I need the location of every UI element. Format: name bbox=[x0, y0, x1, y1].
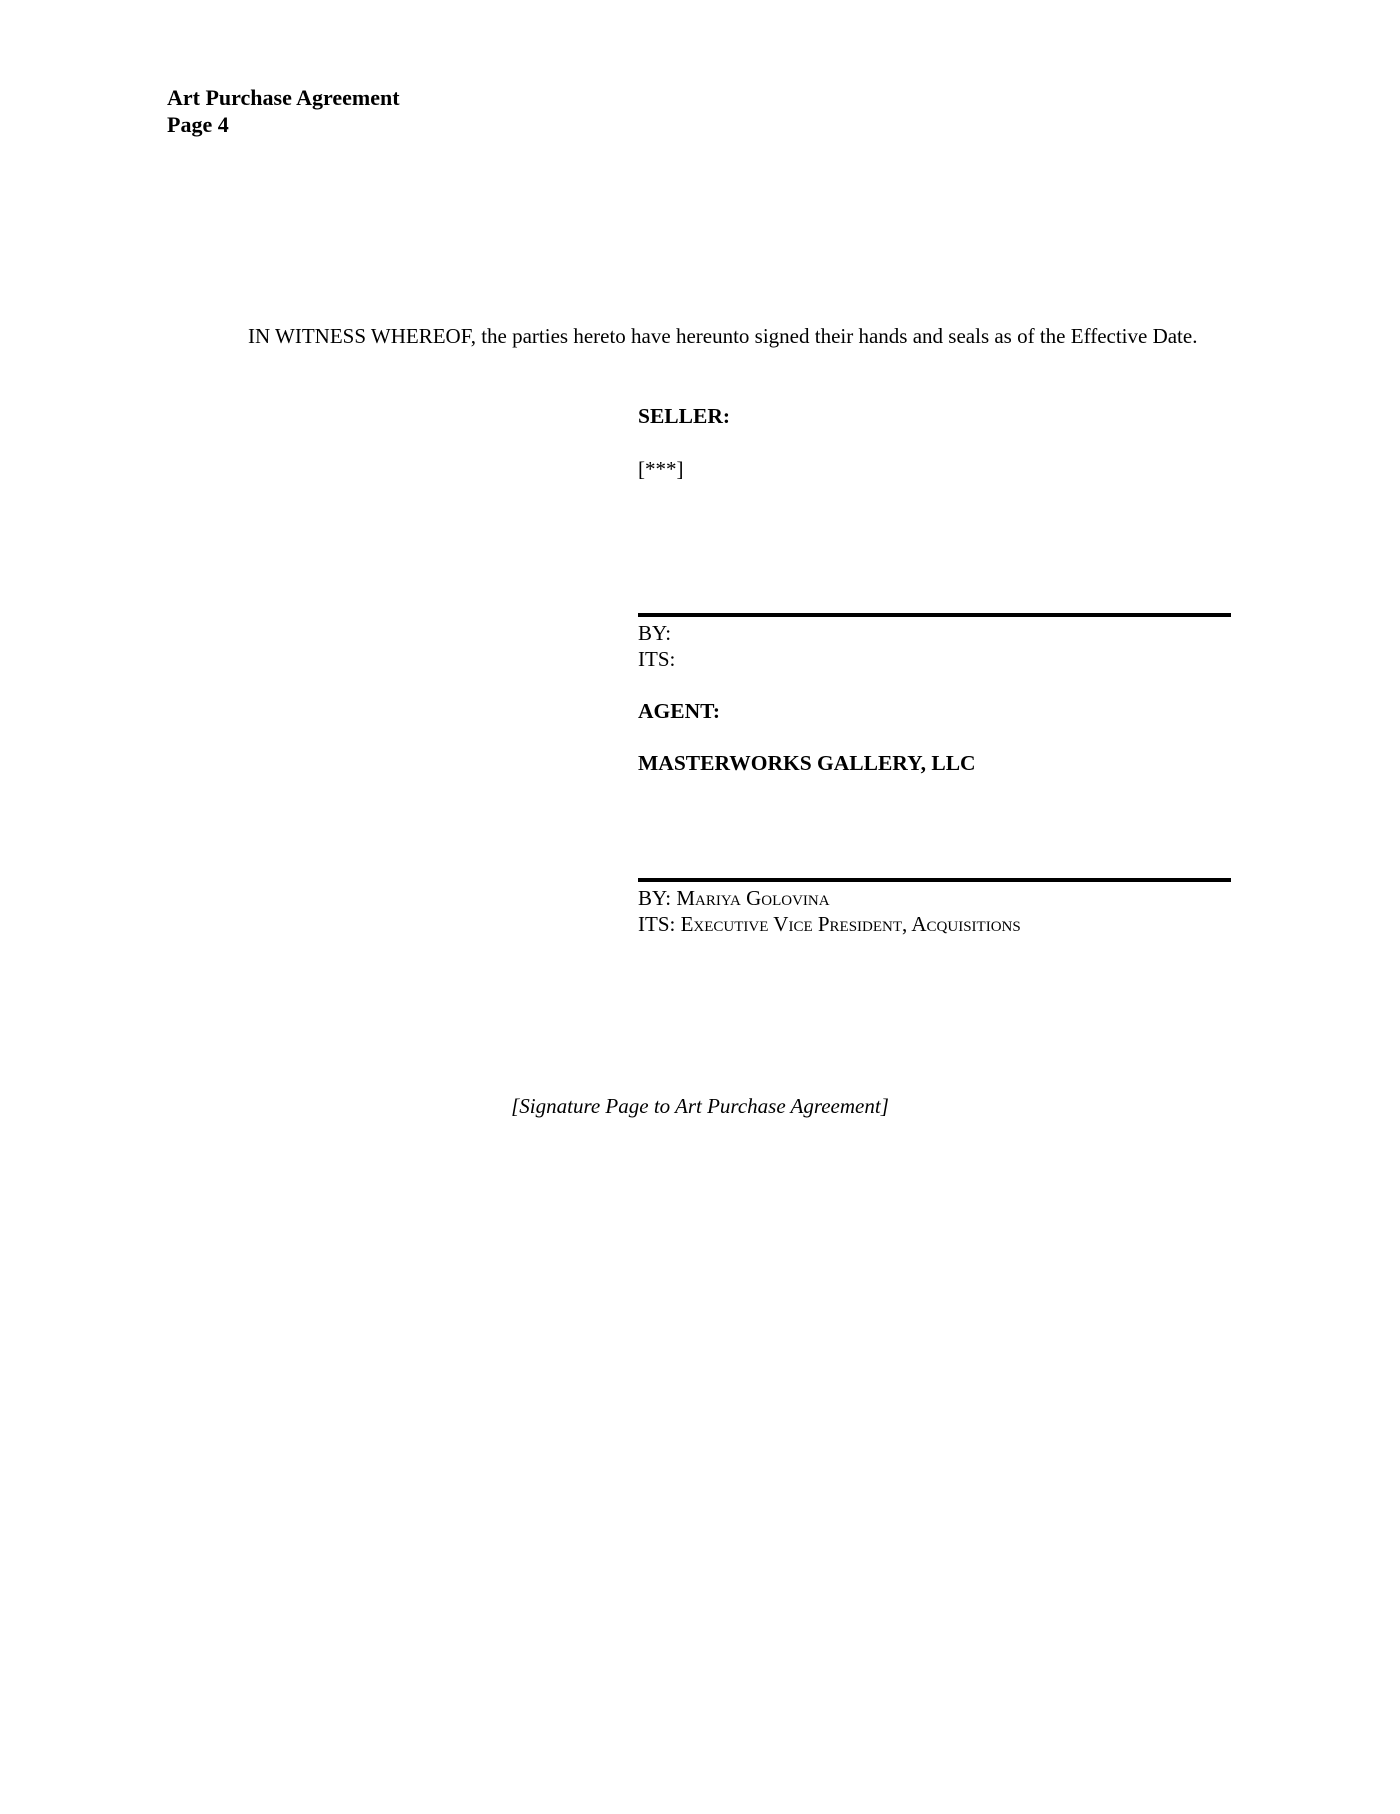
agent-its-field bbox=[638, 911, 1021, 937]
witness-paragraph: IN WITNESS WHEREOF, the parties hereto have hereunto signed their hands and seals as of the Effective Date. bbox=[248, 324, 1198, 348]
seller-by-field bbox=[638, 620, 671, 646]
seller-signature-line bbox=[638, 613, 1231, 617]
seller-its-label: ITS: bbox=[638, 647, 676, 671]
page-number: Page 4 bbox=[167, 112, 229, 137]
agent-name: MASTERWORKS GALLERY, LLC bbox=[638, 751, 976, 775]
agent-its-label: ITS: bbox=[638, 912, 676, 936]
agent-by-field bbox=[638, 885, 830, 911]
agent-heading: AGENT: bbox=[638, 699, 721, 723]
seller-name: [***] bbox=[638, 457, 684, 481]
seller-by-label: BY: bbox=[638, 621, 672, 645]
signature-page-caption: [Signature Page to Art Purchase Agreement] bbox=[511, 1094, 889, 1118]
agent-by-value: Mariya Golovina bbox=[676, 886, 830, 910]
seller-heading: SELLER: bbox=[638, 404, 731, 428]
document-title: Art Purchase Agreement bbox=[167, 85, 400, 110]
agent-its-value: Executive Vice President, Acquisitions bbox=[680, 912, 1021, 936]
agent-signature-line bbox=[638, 878, 1231, 882]
seller-its-field bbox=[638, 646, 675, 672]
agent-by-label: BY: bbox=[638, 886, 672, 910]
